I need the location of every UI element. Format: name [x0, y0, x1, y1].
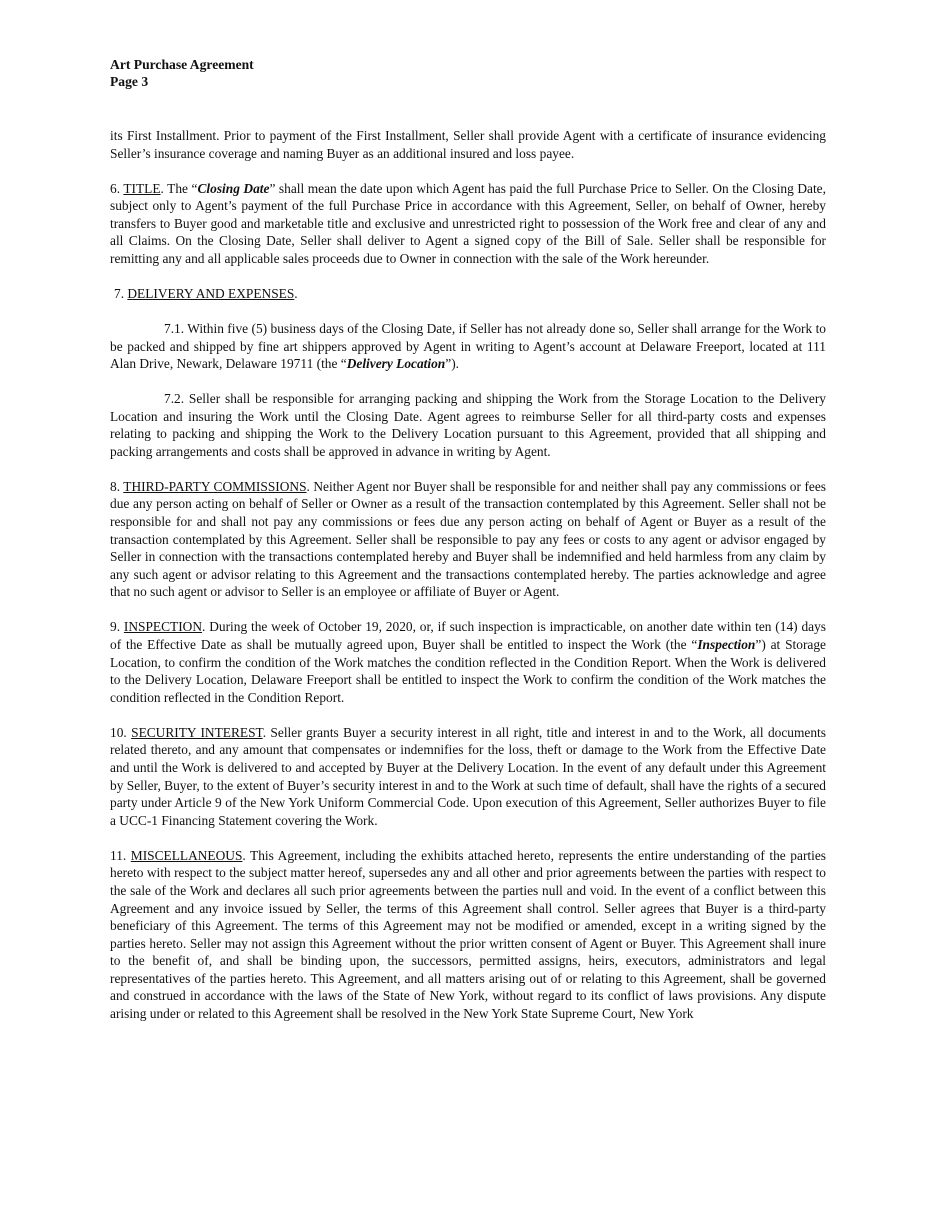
defined-term: Closing Date [197, 180, 270, 196]
section-heading: THIRD-PARTY COMMISSIONS [123, 478, 307, 494]
section-heading: TITLE [123, 180, 161, 196]
defined-term: Inspection [697, 637, 756, 652]
section-11-miscellaneous: 11. MISCELLANEOUS. This Agreement, including the exhibits attached hereto, represents the entire understanding of the parties hereto with respect to the subject matter hereof, supersedes any and all other and prior agreements between the parties with respect to the sale of the Work and declares all such prior agreements between the parties null and void. In the event of a conflict between this Agreement and any invoice issued by Seller, the terms of this Agreement shall control. Seller agrees that Buyer is a third-party beneficiary of this Agreement. The terms of this Agreement may not be modified or amended, except in a writing signed by the parties hereto. Seller may not assign this Agreement without the prior written consent of Agent or Buyer. This Agreement shall inure to the benefit of, and shall be binding upon, the successors, permitted assigns, heirs, executors, administrators and legal representatives of the parties hereto. This Agreement, and all matters arising out of or relating to this Agreement, shall be governed and construed in accordance with the laws of the State of New York, without regard to its conflict of laws provisions. Any dispute arising under or related to this Agreement shall be resolved in the New York State Supreme Court, New York [110, 847, 826, 1022]
section-heading: SECURITY INTEREST [131, 724, 263, 740]
section-7-1: 7.1. Within five (5) business days of the Closing Date, if Seller has not already done so, Seller shall arrange for the Work to be packed and shipped by fine art shippers approved by Agent in writing to Agent’s account at Delaware Freeport, located at 111 Alan Drive, Newark, Delaware 19711 (the “Delivery Location”). [110, 320, 826, 372]
document-title: Art Purchase Agreement [110, 57, 254, 72]
section-7-delivery: 7. DELIVERY AND EXPENSES. [114, 285, 298, 301]
defined-term: Delivery Location [346, 356, 446, 372]
document-page [110, 56, 826, 1040]
section-heading: INSPECTION [123, 619, 203, 635]
section-number: 8. [110, 478, 124, 494]
section-number: 9. [110, 619, 124, 635]
page-number: Page 3 [110, 74, 149, 89]
section-7-2: 7.2. Seller shall be responsible for arranging packing and shipping the Work from the Storage Location to the Delivery Location and insuring the Work until the Closing Date. Agent agrees to reimburse Seller for all third-party costs and expenses relating to packing and shipping the Work to the Delivery Location pursuant to this Agreement, provided that all shipping and packing arrangements and costs shall be approved in advance in writing by Agent. [110, 391, 826, 459]
section-8-commissions: 8. THIRD-PARTY COMMISSIONS. Neither Agent nor Buyer shall be responsible for and neither shall pay any commissions or fees due any person acting on behalf of Seller or Owner as a result of the transaction contemplated by this Agreement. Seller shall not be responsible for and shall not pay any commissions or fees due any person acting on behalf of Agent or Buyer as a result of the transaction contemplated by this Agreement. Seller shall be responsible to pay any fees or costs to any agent or advisor engaged by Seller in connection with the transactions contemplated hereby and Buyer shall be indemnified and held harmless from any claim by any such agent or advisor relating to this Agreement and the transactions contemplated hereby. The parties acknowledge and agree that no such agent or advisor to Seller is an employee or affiliate of Buyer or Agent. [110, 478, 826, 600]
section-number: 7. [114, 285, 128, 301]
section-10-security-interest: 10. SECURITY INTEREST. Seller grants Buyer a security interest in all right, title and interest in and to the Work, all documents related thereto, and any amount that compensates or indemnifies for the loss, theft or damage to the Work from the Effective Date and until the Work is delivered to and accepted by Buyer at the Delivery Location. In the event of any default under this Agreement by Seller, Buyer, to the extent of Buyer’s security interest in and to the Work at such time of default, shall have the rights of a secured party under Article 9 of the New York Uniform Commercial Code. Upon execution of this Agreement, Seller authorizes Buyer to file a UCC-1 Financing Statement covering the Work. [110, 724, 826, 828]
section-number: 11. [110, 847, 131, 863]
section-number: 10. [110, 724, 132, 740]
section-6-title: 6. TITLE. The “Closing Date” shall mean the date upon which Agent has paid the full Purchase Price to Seller. On the Closing Date, subject only to Agent’s payment of the full Purchase Price in accordance with this Agreement, Seller, on behalf of Owner, hereby transfers to Buyer good and marketable title and exclusive and unrestricted right to possession of the Work free and clear of any and all Claims. On the Closing Date, Seller shall deliver to Agent a signed copy of the Bill of Sale. Seller shall be responsible for remitting any and all applicable sales proceeds due to Owner in connection with the sale of the Work hereunder. [110, 180, 826, 266]
section-number: 6. [110, 180, 124, 196]
paragraph-continued: its First Installment. Prior to payment of the First Installment, Seller shall provide Agent with a certificate of insurance evidencing Seller’s insurance coverage and naming Buyer as an additional insured and loss payee. [110, 128, 826, 161]
section-9-inspection: 9. INSPECTION. During the week of October 19, 2020, or, if such inspection is impracticable, on another date within ten (14) days of the Effective Date as shall be mutually agreed upon, Buyer shall be entitled to inspect the Work (the “Inspection”) at Storage Location, to confirm the condition of the Work matches the condition reflected in the Condition Report. When the Work is delivered to the Delivery Location, Delaware Freeport shall be entitled to inspect the Work to confirm the condition of the Work matches the condition reflected in the Condition Report. [110, 619, 827, 705]
section-heading: MISCELLANEOUS [130, 847, 243, 863]
section-heading: DELIVERY AND EXPENSES [127, 285, 295, 301]
